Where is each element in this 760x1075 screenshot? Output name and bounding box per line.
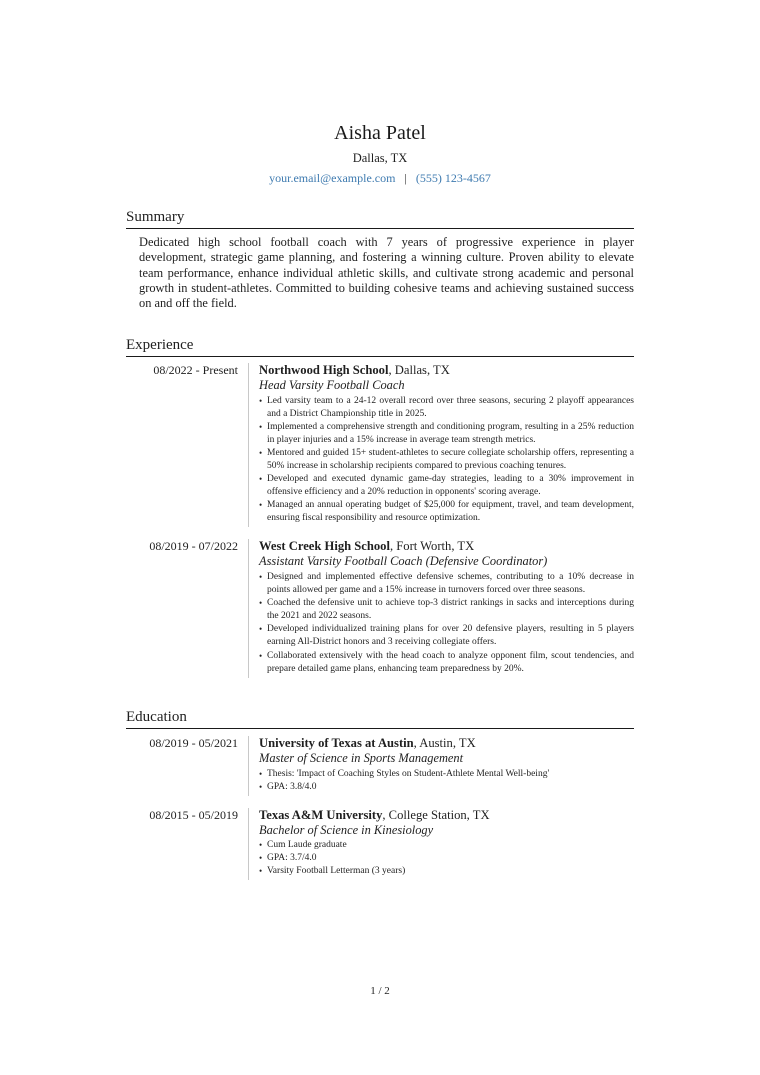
experience-list (126, 363, 634, 678)
bullet-item: • Thesis: 'Impact of Coaching Styles on Student-Athlete Mental Well-being' (259, 768, 634, 781)
bullet-item: • Developed and executed dynamic game-day strategies, leading to a 30% improvement in offensive efficiency and a 20% reduction in opponents' scoring average. (259, 473, 634, 499)
entry-bullet-list (259, 768, 634, 794)
bullet-item: • Varsity Football Letterman (3 years) (259, 865, 634, 878)
resume-header (0, 120, 760, 187)
summary-heading: Summary (126, 207, 634, 229)
experience-section (126, 335, 634, 678)
organization-location: , Austin, TX (413, 736, 476, 750)
organization-name: Texas A&M University (259, 807, 383, 822)
contact-separator: | (404, 171, 407, 185)
entry-role: Bachelor of Science in Kinesiology (259, 822, 434, 837)
organization-location: , Dallas, TX (388, 363, 450, 377)
bullet-item: • Led varsity team to a 24-12 overall record over three seasons, securing 2 playoff appearances and a District Championship title in 2025. (259, 395, 634, 421)
candidate-location: Dallas, TX (352, 151, 408, 165)
organization-name: University of Texas at Austin (259, 736, 414, 750)
bullet-item: • GPA: 3.8/4.0 (259, 781, 634, 794)
bullet-item: • GPA: 3.7/4.0 (259, 852, 634, 865)
education-list (126, 736, 634, 880)
entry-role: Master of Science in Sports Management (259, 751, 464, 765)
bullet-item: • Mentored and guided 15+ student-athletes to secure collegiate scholarship offers, representing a 50% increase in scholarship recipients compared to previous coaching tenures. (259, 447, 634, 473)
entry-dates: 08/2022 - Present (153, 363, 238, 377)
organization-location: , College Station, TX (382, 807, 490, 822)
email-link[interactable]: your.email@example.com (269, 171, 396, 185)
education-entry (126, 808, 634, 881)
entry-body (248, 363, 634, 527)
education-heading: Education (126, 707, 634, 729)
entry-bullet-list (259, 395, 634, 526)
entry-organization-line (259, 539, 634, 554)
entry-body (248, 736, 634, 796)
entry-role: Head Varsity Football Coach (259, 378, 405, 392)
phone-link[interactable]: (555) 123-4567 (415, 171, 491, 185)
bullet-item: • Coached the defensive unit to achieve top-3 district rankings in sacks and interceptions during the 2021 and 2022 seasons. (259, 597, 634, 623)
bullet-item: • Collaborated extensively with the head coach to analyze opponent film, scout tendencies, and prepare detailed game plans, enhancing team preparedness by 20%. (259, 650, 634, 676)
experience-entry (126, 363, 634, 527)
education-entry (126, 736, 634, 796)
entry-role: Assistant Varsity Football Coach (Defensive Coordinator) (259, 554, 548, 569)
organization-location: , Fort Worth, TX (389, 539, 475, 554)
bullet-item: • Designed and implemented effective defensive schemes, contributing to a 10% decrease in points allowed per game and a 15% increase in turnovers forced over three seasons. (259, 571, 634, 597)
bullet-item: • Implemented a comprehensive strength and conditioning program, resulting in a 25% reduction in player injuries and a 15% increase in average team strength metrics. (259, 421, 634, 447)
entry-organization-line (259, 736, 634, 751)
organization-name: Northwood High School (259, 363, 389, 377)
page-number: 1 / 2 (370, 985, 390, 997)
bullet-item: • Managed an annual operating budget of $25,000 for equipment, travel, and team development, ensuring fiscal responsibility and resource optimization. (259, 499, 634, 525)
entry-bullet-list (259, 839, 634, 878)
entry-organization-line (259, 808, 634, 823)
entry-dates: 08/2015 - 05/2019 (149, 807, 238, 822)
organization-name: West Creek High School (259, 539, 390, 554)
contact-line (0, 169, 760, 187)
entry-dates: 08/2019 - 05/2021 (149, 736, 238, 750)
summary-text: Dedicated high school football coach with 7 years of progressive experience in player development, strategic game planning, and fostering a winning culture. Proven ability to elevate team performance, enhance individual athletic skills, and cultivate strong academic and personal growth in student-athletes. Committed to building cohesive teams and achieving sustained success on and off the field. (139, 235, 634, 311)
experience-entry (126, 539, 634, 677)
bullet-item: • Cum Laude graduate (259, 839, 634, 852)
entry-bullet-list (259, 571, 634, 676)
entry-body (248, 539, 634, 677)
bullet-item: • Developed individualized training plans for over 20 defensive players, resulting in 5 players earning All-District honors and 3 receiving collegiate offers. (259, 623, 634, 649)
education-section (126, 707, 634, 880)
entry-dates: 08/2019 - 07/2022 (149, 539, 238, 554)
candidate-name: Aisha Patel (334, 122, 426, 144)
experience-heading: Experience (126, 335, 634, 357)
entry-body (248, 808, 634, 881)
summary-section (126, 207, 634, 311)
entry-organization-line (259, 363, 634, 378)
